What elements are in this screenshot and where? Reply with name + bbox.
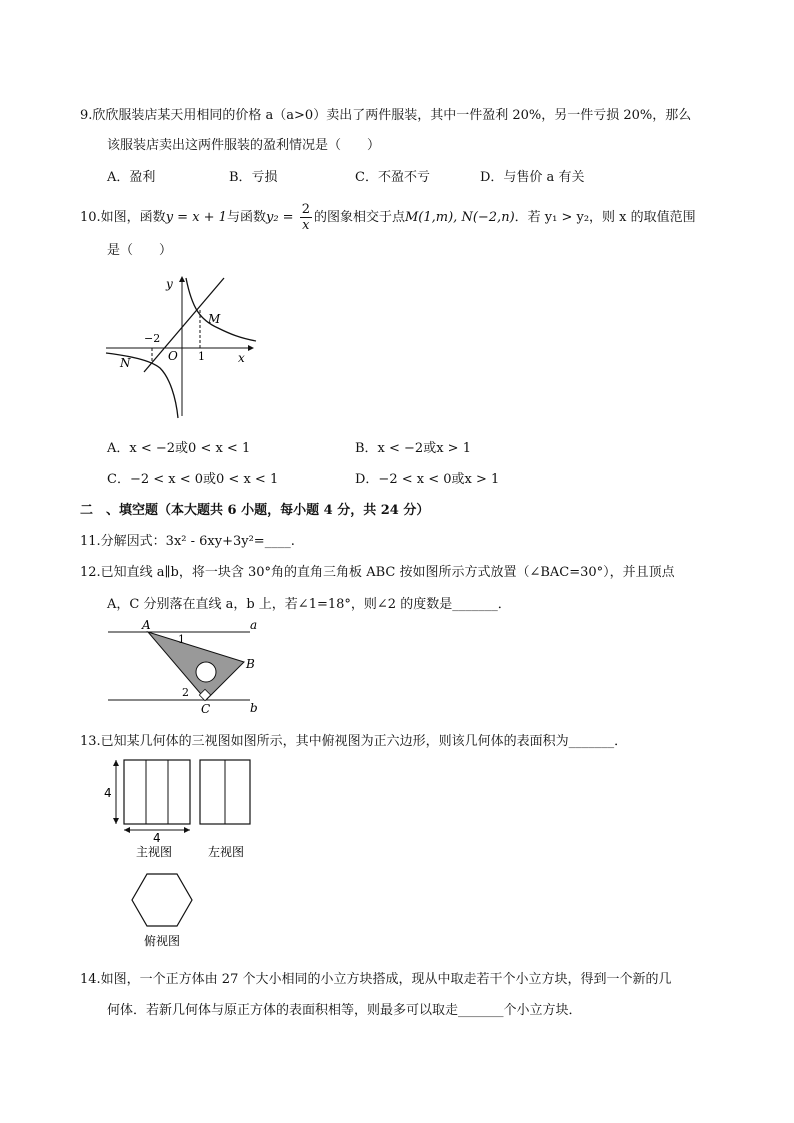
width-label: 4 [153,831,161,845]
q14-line1: 14.如图，一个正方体由 27 个大小相同的小立方块搭成，现从中取走若干个小立方块，得到一个新的几 [80,972,672,987]
graph-n-label: N [120,356,131,370]
graph-tick-1: 1 [198,350,205,363]
q10-prefix: 10.如图，函数 [80,210,166,225]
q10-after: 的图象相交于点 [313,210,405,225]
top-caption: 俯视图 [144,934,181,948]
q11-text: 11.分解因式：3x² - 6xy+3y²=____. [80,534,295,549]
graph-m-label: M [208,312,221,326]
graph-origin-label: O [168,349,178,363]
q10-option-b: B．x < −2或x > 1 [355,441,471,456]
q10-frac-num: 2 [301,202,310,217]
q9-line2: 该服装店卖出这两件服装的盈利情况是（ ） [107,138,381,153]
triangle-abc [148,632,244,700]
label-line-b: b [250,701,258,715]
x-axis-arrow [248,345,254,351]
left-caption: 左视图 [208,845,245,859]
q10-y2-lhs: y₂ = [265,210,294,225]
graph-x-label: x [238,351,245,365]
q10-fraction [300,202,312,233]
q9-option-a: A．盈利 [107,170,156,185]
label-a-vertex: A [142,618,151,632]
q12-line1: 12.已知直线 a∥b，将一块含 30°角的直角三角板 ABC 按如图所示方式放置（∠BAC=30°），并且顶点 [80,565,675,580]
graph-tick-neg2: −2 [144,332,161,345]
height-arrow-top [113,760,119,766]
q9-option-d: D．与售价 a 有关 [480,170,585,185]
q9-line1: 9.欣欣服装店某天用相同的价格 a（a>0）卖出了两件服装，其中一件盈利 20%，另一件亏损 20%，那么 [80,108,692,123]
top-view-hexagon [132,874,192,926]
q13-text: 13.已知某几何体的三视图如图所示，其中俯视图为正六边形，则该几何体的表面积为_______． [80,734,628,749]
q14-line2: 何体．若新几何体与原正方体的表面积相等，则最多可以取走_______个小立方块． [107,1003,582,1018]
q10-option-d: D．−2 < x < 0或x > 1 [355,472,500,487]
q10-mid: 与函数 [226,210,266,225]
height-arrow-bottom [113,818,119,824]
label-b-vertex: B [246,657,255,671]
label-c-vertex: C [201,702,211,716]
q9-option-c: C．不盈不亏 [355,170,430,185]
triangle-hole [196,662,216,682]
q10-line1 [80,202,696,233]
q10-option-a: A．x < −2或0 < x < 1 [107,441,251,456]
graph-y-label: y [166,277,173,291]
q10-line2: 是（ ） [107,243,173,258]
label-angle-1: 1 [178,633,185,646]
front-view [124,760,190,824]
q12-line2: A，C 分别落在直线 a，b 上，若∠1=18°，则∠2 的度数是_______． [107,597,511,612]
hyperbola-q1 [186,278,256,341]
section2-title: 二 、填空题（本大题共 6 小题，每小题 4 分，共 24 分） [80,503,430,518]
q10-y-eq: y = x + 1 [165,210,227,225]
y-axis-arrow [179,276,185,282]
width-arrow-left [124,827,130,833]
q10-option-c: C．−2 < x < 0或0 < x < 1 [107,472,279,487]
label-angle-2: 2 [182,686,189,699]
label-line-a: a [250,618,258,632]
width-arrow-right [184,827,190,833]
q10-points: M(1,m), N(−2,n) [405,210,515,225]
q10-graph [100,268,260,428]
q13-figure [104,752,254,952]
front-caption: 主视图 [136,845,173,859]
q9-option-b: B．亏损 [229,170,278,185]
q10-cond: ．若 y₁ > y₂，则 x 的取值范围 [514,210,696,225]
q12-figure [108,616,268,716]
q10-frac-den: x [302,218,310,233]
height-label: 4 [104,786,112,800]
